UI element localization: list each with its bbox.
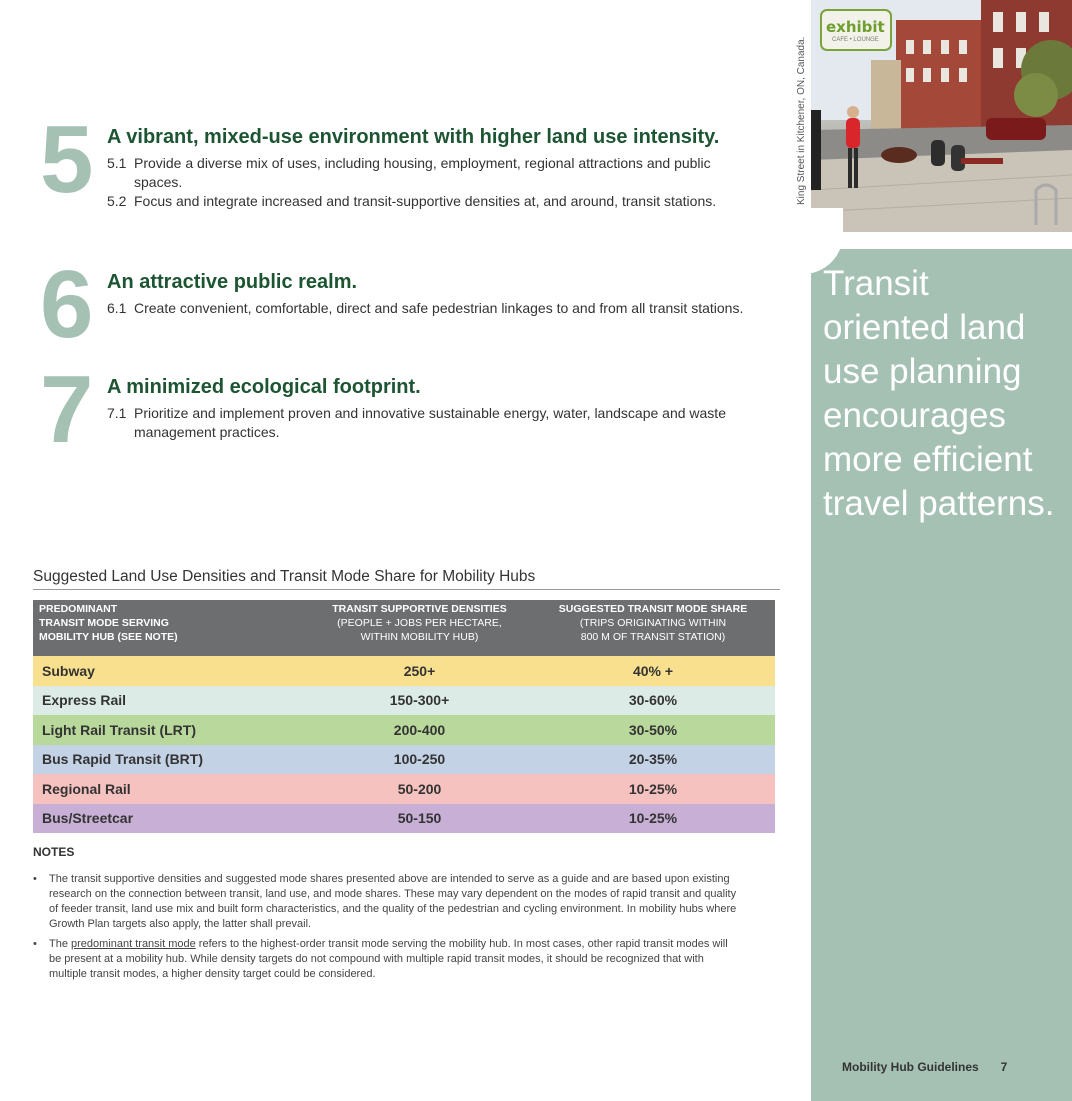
table-title: Suggested Land Use Densities and Transit Mode Share for Mobility Hubs — [33, 568, 780, 590]
table-row — [33, 745, 775, 775]
principle-5 — [40, 106, 740, 238]
exhibit-sign-subtext: CAFE • LOUNGE — [832, 37, 879, 43]
table-row — [33, 715, 775, 745]
note-item — [33, 937, 738, 982]
footer-title: Mobility Hub Guidelines — [842, 1060, 979, 1074]
header-share-sub: 800 M OF TRANSIT STATION) — [580, 631, 726, 643]
item-text: Focus and integrate increased and transit-supportive densities at, and around, transit stations. — [134, 193, 717, 209]
note-prefix: The — [49, 938, 72, 950]
header-share — [531, 600, 775, 656]
item-number: 7.1 — [107, 405, 127, 421]
item-text: Provide a diverse mix of uses, including housing, employment, regional attractions and public spaces. — [134, 155, 711, 190]
note-item — [33, 872, 738, 932]
page-number: 7 — [1000, 1060, 1008, 1074]
principle-item — [107, 404, 747, 441]
header-mode-line: TRANSIT MODE SERVING — [39, 617, 169, 629]
principle-number: 5 — [40, 106, 92, 213]
row-share: 20-35% — [628, 751, 678, 768]
row-mode: Subway — [42, 662, 95, 679]
item-text: Prioritize and implement proven and innovative sustainable energy, water, landscape and waste management practices. — [134, 405, 726, 440]
header-mode-line: PREDOMINANT — [39, 603, 118, 615]
bullet-icon: • — [33, 938, 37, 950]
item-number: 5.2 — [107, 193, 127, 209]
density-table — [33, 600, 775, 833]
table-row — [33, 804, 775, 834]
row-density: 50-200 — [397, 780, 442, 797]
table-row — [33, 774, 775, 804]
bullet-icon: • — [33, 873, 37, 885]
principle-title: A minimized ecological footprint. — [107, 376, 421, 398]
row-mode: Express Rail — [42, 692, 127, 709]
row-mode: Light Rail Transit (LRT) — [42, 721, 196, 738]
principle-item — [107, 154, 747, 191]
photo-credit: King Street in Kitchener, ON, Canada. — [796, 36, 807, 205]
principle-item — [107, 299, 747, 318]
notes-heading: NOTES — [33, 845, 75, 859]
principle-item — [107, 192, 747, 211]
principle-title: A vibrant, mixed-use environment with higher land use intensity. — [107, 126, 720, 148]
row-share: 10-25% — [628, 780, 678, 797]
principle-6 — [40, 251, 744, 358]
header-density-title: TRANSIT SUPPORTIVE DENSITIES — [332, 603, 507, 615]
row-mode: Regional Rail — [42, 780, 131, 797]
row-density: 100-250 — [393, 751, 446, 768]
row-mode: Bus/Streetcar — [42, 810, 134, 827]
notes-list — [33, 872, 738, 987]
header-density-sub: (PEOPLE + JOBS PER HECTARE, — [337, 617, 502, 629]
note-term: predominant transit mode — [71, 938, 196, 950]
exhibit-sign-text: exhibit — [826, 18, 885, 36]
header-share-title: SUGGESTED TRANSIT MODE SHARE — [558, 603, 748, 615]
note-text: The transit supportive densities and suggested mode shares presented above are intended to serve as a guide and are based upon existing research on the connection between transit, land use, and mode shares. These may vary dependent on the modes of rapid transit and quality of feeder transit, land use mix and built form characteristics, and the quality of the pedestrian and cycling environment. In mobility hubs where Growth Plan targets also apply, the latter shall prevail. — [49, 873, 737, 930]
item-number: 6.1 — [107, 300, 127, 316]
principle-number: 6 — [40, 251, 92, 358]
row-density: 50-150 — [397, 810, 442, 827]
note-text: refers to the highest-order transit mode serving the mobility hub. In most cases, other rapid transit modes will be present at a mobility hub. While density targets do not compound with multiple rapid transit modes, it should be recognized that with multiple transit modes, a higher density target could be considered. — [49, 938, 728, 980]
principle-number: 7 — [40, 356, 92, 463]
table-row — [33, 686, 775, 716]
row-mode: Bus Rapid Transit (BRT) — [42, 751, 204, 768]
row-density: 250+ — [403, 662, 436, 679]
principle-title: An attractive public realm. — [107, 271, 358, 293]
item-number: 5.1 — [107, 155, 127, 171]
page-footer — [842, 1060, 1007, 1074]
pull-quote: Transit oriented land use planning encourages more efficient travel patterns. — [823, 264, 1055, 523]
header-mode-line: MOBILITY HUB (SEE NOTE) — [39, 631, 178, 643]
header-share-sub: (TRIPS ORIGINATING WITHIN — [579, 617, 727, 629]
row-density: 150-300+ — [389, 692, 450, 709]
header-density-sub: WITHIN MOBILITY HUB) — [360, 631, 479, 643]
row-density: 200-400 — [393, 721, 446, 738]
table-header-row — [33, 600, 775, 656]
row-share: 10-25% — [628, 810, 678, 827]
item-text: Create convenient, comfortable, direct and safe pedestrian linkages to and from all transit stations. — [134, 300, 744, 316]
row-share: 30-60% — [628, 692, 678, 709]
table-row — [33, 656, 775, 686]
header-mode — [33, 600, 308, 656]
row-share: 40% + — [632, 662, 674, 679]
principle-7 — [40, 356, 740, 463]
row-share: 30-50% — [628, 721, 678, 738]
header-density — [308, 600, 531, 656]
